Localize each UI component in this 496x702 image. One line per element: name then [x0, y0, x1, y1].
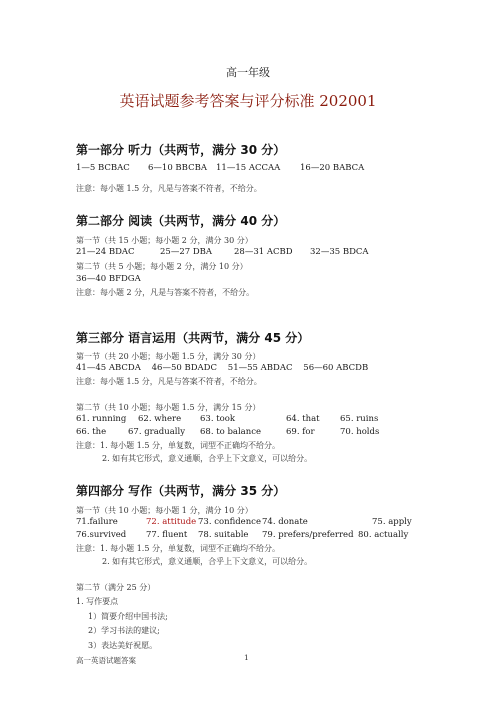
writing-point-2: 2）学习书法的建议;	[88, 626, 160, 635]
part3-heading: 第三部分 语言运用（共两节，满分 45 分）	[76, 331, 310, 345]
part4-row1-item1: 71.failure	[76, 517, 118, 527]
part4-row1-item4: 74. donate	[262, 517, 308, 527]
part4-note1b: 2. 如有其它形式，意义通顺，合乎上下文意义，可以给分。	[102, 557, 313, 566]
part1-heading: 第一部分 听力（共两节，满分 30 分）	[76, 143, 286, 157]
part3-row1-item5: 65. ruins	[340, 414, 379, 424]
part4-row1-item5: 75. apply	[372, 517, 412, 527]
part4-heading: 第四部分 写作（共两节，满分 35 分）	[76, 484, 286, 498]
part3-row2-item3: 68. to balance	[200, 427, 262, 437]
part3-answers: 41—45 ABCDA 46—50 BDADC 51—55 ABDAC 56—60 ABCDB	[76, 363, 369, 373]
part3-row2-item5: 70. holds	[340, 427, 380, 437]
part4-row2-item1: 76.survived	[76, 530, 127, 540]
part3-note2a: 注意：1. 每小题 1.5 分，单复数，词型不正确均不给分。	[76, 441, 280, 450]
part2-note: 注意：每小题 2 分，凡是与答案不符者，不给分。	[76, 288, 255, 297]
part1-answer-1: 1—5 BCBAC	[76, 163, 130, 173]
part1-answer-2: 6—10 BBCBA	[148, 163, 207, 173]
part3-row1-item4: 64. that	[286, 414, 320, 424]
part2-section2: 第二节（共 5 小题；每小题 2 分，满分 10 分）	[76, 262, 248, 271]
part3-section1: 第一节（共 20 小题；每小题 1.5 分，满分 30 分）	[76, 352, 261, 361]
part2-answer-1: 21—24 BDAC	[76, 247, 135, 257]
part2-answer-5: 36—40 BFDGA	[76, 274, 141, 284]
part4-row2-item5: 80. actually	[358, 530, 409, 540]
part2-section1: 第一节（共 15 小题；每小题 2 分，满分 30 分）	[76, 236, 253, 245]
part1-answer-3: 11—15 ACCAA	[216, 163, 281, 173]
part2-heading: 第二部分 阅读（共两节，满分 40 分）	[76, 214, 286, 228]
part3-note2b: 2. 如有其它形式，意义通顺，合乎上下文意义，可以给分。	[102, 454, 313, 463]
part4-section2: 第二节（满分 25 分）	[76, 583, 156, 592]
part3-row1-item2: 62. where	[138, 414, 182, 424]
writing-points-title: 1. 写作要点	[76, 597, 119, 606]
part4-note1a: 注意：1. 每小题 1.5 分，单复数，词型不正确均不给分。	[76, 544, 280, 553]
part3-row2-item4: 69. for	[286, 427, 315, 437]
part3-row1-item1: 61. running	[76, 414, 127, 424]
part1-answer-4: 16—20 BABCA	[300, 163, 365, 173]
part4-row1-item2: 72. attitude	[146, 517, 197, 527]
part4-row2-item4: 79. prefers/preferred	[262, 530, 354, 540]
part3-row2-item1: 66. the	[76, 427, 107, 437]
part3-row2-item2: 67. gradually	[128, 427, 186, 437]
part3-row1-item3: 63. took	[200, 414, 236, 424]
part4-section1: 第一节（共 10 小题；每小题 1 分，满分 10 分）	[76, 506, 253, 515]
writing-point-1: 1）简要介绍中国书法;	[88, 612, 168, 621]
footer-label: 高一英语试题答案	[76, 656, 136, 665]
part2-answer-3: 28—31 ACBD	[234, 247, 293, 257]
part4-row2-item3: 78. suitable	[198, 530, 249, 540]
part4-row1-item3: 73. confidence	[198, 517, 261, 527]
part2-answer-4: 32—35 BDCA	[310, 247, 369, 257]
page-number: 1	[244, 653, 249, 662]
part3-note1: 注意：每小题 1.5 分，凡是与答案不符者，不给分。	[76, 377, 262, 386]
grade-label: 高一年级	[226, 66, 270, 79]
writing-point-3: 3）表达美好祝愿。	[88, 641, 158, 650]
part4-row2-item2: 77. fluent	[146, 530, 188, 540]
part1-note: 注意：每小题 1.5 分，凡是与答案不符者，不给分。	[76, 184, 262, 193]
part3-section2: 第二节（共 10 小题；每小题 1.5 分，满分 15 分）	[76, 403, 261, 412]
document-title: 英语试题参考答案与评分标准 202001	[119, 92, 377, 110]
part2-answer-2: 25—27 DBA	[160, 247, 213, 257]
